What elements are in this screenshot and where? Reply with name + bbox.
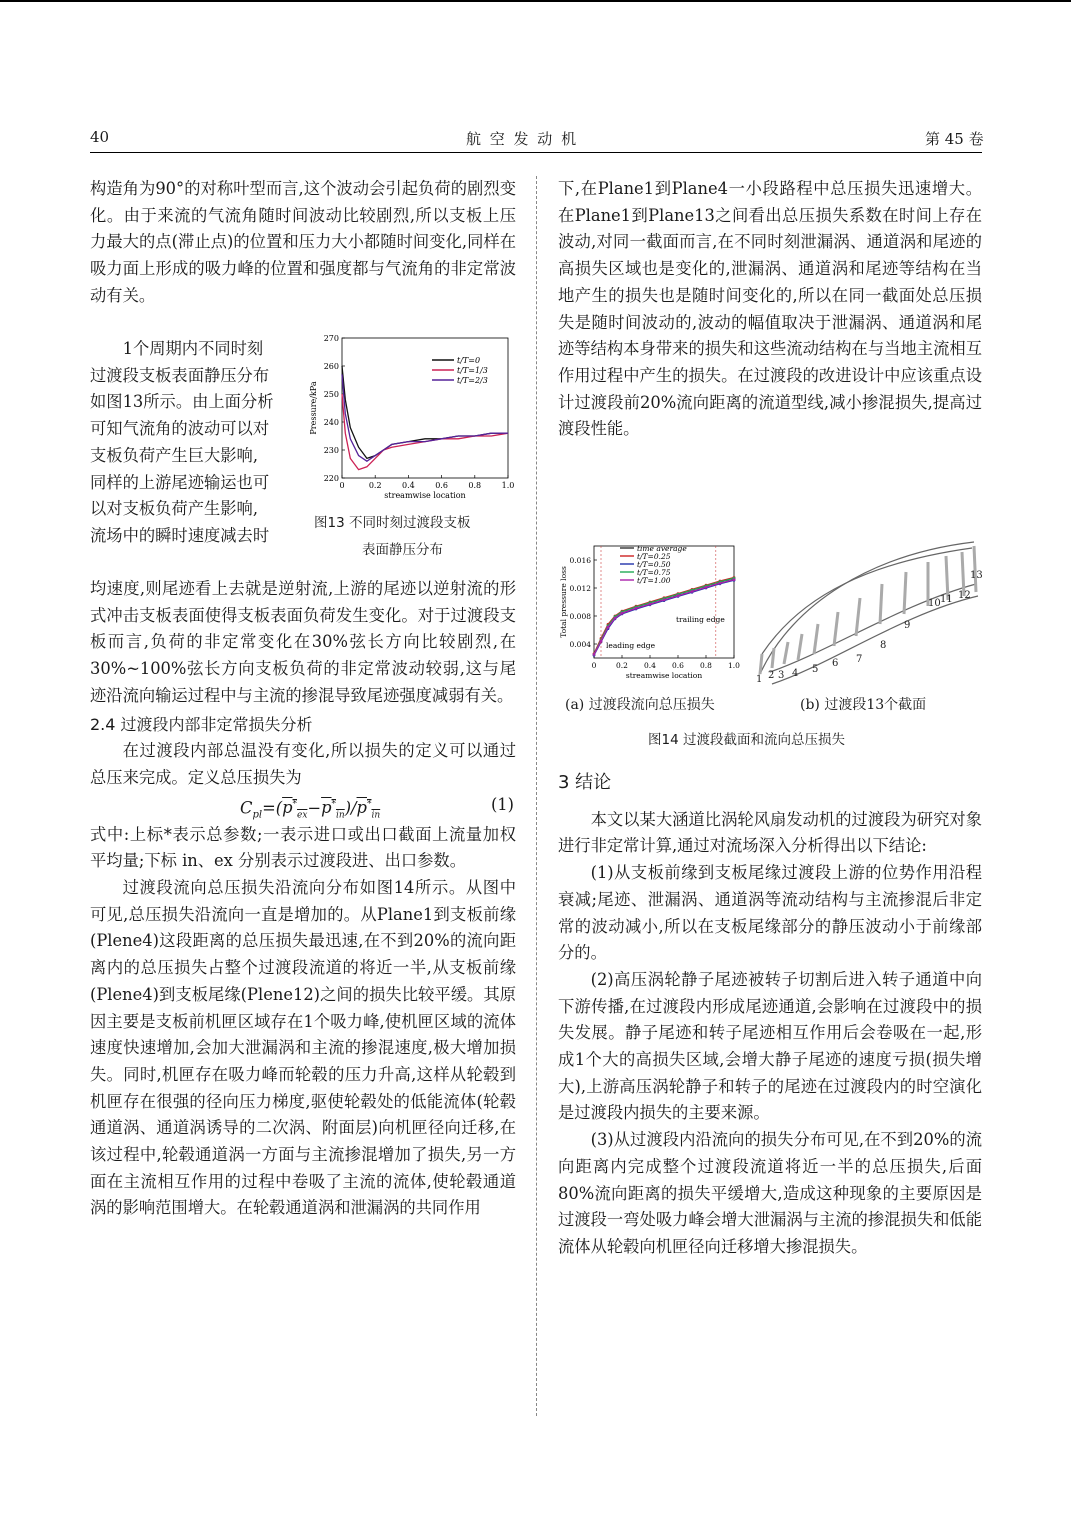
section-label-9: 9: [904, 620, 911, 631]
y-tick-label: 260: [323, 362, 339, 371]
data-point: [719, 582, 722, 585]
section-plane-9: [904, 572, 906, 614]
x-tick-label: 0.6: [435, 481, 448, 490]
x-tick-label: 0.4: [402, 481, 415, 490]
section-label-4: 4: [792, 668, 799, 679]
figure-13-chart: [306, 330, 518, 506]
data-point: [663, 599, 666, 602]
section-plane-2: [772, 648, 774, 668]
x-tick-label: 1.0: [501, 481, 515, 490]
equation-body: $C_{pl}=(p^*_{ex}-p^*_{in})/p^*_{in}$: [240, 798, 381, 821]
section-2-4-heading: 2.4 过渡段内部非定常损失分析: [90, 714, 313, 734]
section-plane-8: [880, 584, 882, 624]
left-column-continued: [90, 576, 516, 1222]
data-point: [635, 607, 638, 610]
section-label-5: 5: [812, 664, 819, 675]
series-line-2: [342, 374, 508, 461]
legend-label: t/T=0.25: [637, 552, 671, 561]
fig14a-subcaption: (a) 过渡段流向总压损失: [565, 697, 715, 713]
y-tick-label: 0.004: [569, 640, 591, 649]
equation-1: [90, 792, 516, 822]
y-axis-label: Pressure/kPa: [309, 381, 318, 435]
section-3-heading: 3 结论: [558, 772, 612, 793]
y-tick-label: 220: [323, 474, 339, 483]
x-tick-label: 0: [591, 661, 597, 670]
x-tick-label: 0.8: [468, 481, 482, 490]
legend-label: t/T=0: [457, 356, 481, 365]
section-label-12: 12: [958, 590, 971, 601]
y-tick-label: 230: [323, 446, 339, 455]
y-tick-label: 250: [323, 390, 339, 399]
section-label-11: 11: [940, 594, 953, 605]
section-label-10: 10: [928, 598, 941, 609]
wrap-line-3: 如图13所示。由上面分析: [90, 392, 274, 412]
left-paragraph-5: 过渡段流向总压损失沿流向分布如图14所示。从图中可见,总压损失沿流向一直是增加的。从Plane1到支板前缘(Plene4)这段距离的总压损失最迅速,在不到20%的流向距离内的总压损失占整个过渡段流道的将近一半,从支板前缘(Plene4)到支板尾缘(Plene12)之间的损失比较平缓。其原因主要是支板前机匣区域存在1个吸力峰,使机匣区域的流体速度快速增加,会加大泄漏涡和主流的掺混速度,极大增加损失。同时,机匣存在吸力峰而轮毂的压力升高,这样从轮毂到机匣存在很强的径向压力梯度,驱使轮毂处的低能流体(轮毂通道涡、通道涡诱导的二次涡、附面层)向机匣径向迁移,在该过程中,轮毂通道涡一方面与主流掺混增加了损失,另一方面在主流相互作用的过程中卷吸了主流的流体,使轮毂通道涡的影响范围增大。在轮毂通道涡和泄漏涡的共同作用: [90, 878, 516, 1218]
annotation-leading-edge: leading edge: [606, 641, 656, 650]
x-tick-label: 0.2: [616, 661, 628, 670]
left-wrap-text: [90, 336, 304, 550]
figure-14a-chart: [556, 540, 746, 686]
top-border: [0, 0, 1071, 2]
section-plane-7: [856, 598, 860, 636]
section-plane-3: [784, 642, 788, 664]
data-point: [733, 578, 736, 581]
wrap-line-5: 支板负荷产生巨大影响,: [90, 445, 258, 465]
section-label-13: 13: [970, 570, 983, 581]
section-planes: [760, 546, 976, 674]
section-label-7: 7: [856, 654, 863, 665]
data-point: [607, 626, 610, 629]
data-point: [705, 586, 708, 589]
section-plane-6: [834, 612, 838, 646]
x-tick-label: 0.2: [368, 481, 382, 490]
wrap-line-4: 可知气流角的波动可以对: [90, 419, 270, 439]
section-label-3: 3: [778, 670, 785, 681]
y-axis-label: Total pressure loss: [559, 566, 568, 638]
data-point: [649, 603, 652, 606]
left-paragraph-4: 式中:上标*表示总参数;一表示进口或出口截面上流量加权平均量;下标 in、ex 分别表示过渡段进、出口参数。: [90, 824, 516, 871]
y-tick-label: 0.008: [569, 612, 591, 621]
data-point: [621, 612, 624, 615]
wrap-line-2: 过渡段支板表面静压分布: [90, 365, 270, 385]
legend-label: t/T=2/3: [457, 376, 488, 385]
right-column-bottom: [558, 770, 982, 1261]
annotation-trailing-edge: trailing edge: [676, 615, 725, 624]
x-tick-label: 0.4: [644, 661, 656, 670]
wrap-line-6: 同样的上游尾迹输运也可: [90, 472, 270, 492]
left-paragraph-3: 在过渡段内部总温没有变化,所以损失的定义可以通过总压来完成。定义总压损失为: [90, 741, 516, 787]
volume-label: 第 45 卷: [925, 130, 984, 148]
data-point: [614, 617, 617, 620]
legend-label: time average: [637, 544, 687, 553]
fig13-caption-line2: 表面静压分布: [362, 542, 443, 558]
section-label-2: 2: [768, 670, 775, 681]
legend-label: t/T=0.50: [637, 560, 671, 569]
legend-label: t/T=1.00: [637, 576, 671, 585]
y-tick-label: 270: [323, 334, 339, 343]
figure-14b-diagram: [752, 524, 984, 688]
x-axis-label: streamwise location: [384, 491, 466, 500]
section-plane-1: [760, 654, 762, 674]
casing-line-outer: [760, 542, 974, 674]
conclusion-intro: 本文以某大涵道比涡轮风扇发动机的过渡段为研究对象进行非定常计算,通过对流场深入分析得出以下结论:: [558, 809, 982, 856]
header-rule: [90, 152, 982, 153]
conclusion-3: (3)从过渡段内沿流向的损失分布可见,在不到20%的流向距离内完成整个过渡段流道将近一半的总压损失,后面80%流向距离的损失平缓增大,造成这种现象的主要原因是过渡段一弯处吸力峰会增大泄漏涡与主流的掺混损失和低能流体从轮毂向机匣径向迁移增大掺混损失。: [558, 1130, 982, 1256]
section-label-1: 1: [756, 674, 763, 685]
legend-label: t/T=1/3: [457, 366, 488, 375]
fig14b-subcaption: (b) 过渡段13个截面: [800, 697, 927, 713]
y-tick-label: 0.012: [569, 584, 591, 593]
section-plane-5: [814, 624, 818, 654]
left-column: [90, 176, 516, 310]
plot-frame: [342, 338, 508, 478]
wrap-line-7: 以对支板负荷产生影响,: [90, 499, 258, 519]
data-point: [593, 653, 596, 656]
conclusion-1: (1)从支板前缘到支板尾缘过渡段上游的位势作用沿程衰减;尾迹、泄漏涡、通道涡等流动结构与主流掺混后非定常的波动减小,所以在支板尾缘部分的静压波动小于前缘部分的。: [558, 863, 982, 963]
right-column-top: [558, 176, 982, 443]
equation-number: (1): [490, 794, 514, 814]
page-number: 40: [90, 128, 110, 146]
section-label-8: 8: [880, 640, 887, 651]
x-tick-label: 0.8: [700, 661, 712, 670]
fig14-caption: 图14 过渡段截面和流向总压损失: [648, 732, 845, 748]
x-axis-label: streamwise location: [625, 671, 703, 680]
y-tick-label: 0.016: [569, 556, 591, 565]
journal-title: 航 空 发 动 机: [466, 130, 579, 148]
x-tick-label: 0.6: [672, 661, 684, 670]
x-tick-label: 0: [339, 481, 345, 490]
left-paragraph-2-rest: 均速度,则尾迹看上去就是逆射流,上游的尾迹以逆射流的形式冲击支板表面使得支板表面负荷发生变化。对于过渡段支板而言,负荷的非定常变化在30%弦长方向比较剧烈,在30%~100%弦长方向支板负荷的非定常波动较弱,这与尾迹沿流向输运过程中与主流的掺混导致尾迹强度减弱有关。: [90, 579, 516, 705]
section-plane-13: [974, 546, 976, 592]
wrap-line-8: 流场中的瞬时速度减去时: [90, 525, 270, 545]
data-point: [691, 590, 694, 593]
legend-label: t/T=0.75: [637, 568, 671, 577]
fig13-caption-line1: 图13 不同时刻过渡段支板: [314, 515, 471, 531]
left-paragraph-1: 构造角为90°的对称叶型而言,这个波动会引起负荷的剧烈变化。由于来流的气流角随时间波动比较剧烈,所以支板上压力最大的点(滞止点)的位置和压力大小都随时间变化,同样在吸力面上形成的吸力峰的位置和强度都与气流角的非定常波动有关。: [90, 179, 516, 305]
section-plane-4: [798, 634, 802, 660]
right-paragraph-1: 下,在Plane1到Plane4一小段路程中总压损失迅速增大。在Plane1到Plane13之间看出总压损失系数在时间上存在波动,对同一截面而言,在不同时刻泄漏涡、通道涡和尾迹的高损失区域也是变化的,泄漏涡、通道涡和尾迹等结构在当地产生的损失也是随时间变化的,所以在同一截面处总压损失是随时间波动的,波动的幅值取决于泄漏涡、通道涡和尾迹等结构本身带来的损失和这些流动结构在与当地主流相互作用过程中产生的损失。在过渡段的改进设计中应该重点设计过渡段前20%流向距离的流道型线,减小掺混损失,提高过渡段性能。: [558, 179, 982, 439]
x-tick-label: 1.0: [728, 661, 740, 670]
y-tick-label: 240: [323, 418, 339, 427]
data-point: [677, 594, 680, 597]
column-divider: [536, 176, 537, 1416]
conclusion-2: (2)高压涡轮静子尾迹被转子切割后进入转子通道中向下游传播,在过渡段内形成尾迹通道,会影响在过渡段中的损失发展。静子尾迹和转子尾迹相互作用后会卷吸在一起,形成1个大的高损失区域,会增大静子尾迹的速度亏损(损失增大),上游高压涡轮静子和转子的尾迹在过渡段内的时空演化是过渡段内损失的主要来源。: [558, 969, 982, 1123]
wrap-line-1: 1个周期内不同时刻: [122, 339, 264, 358]
section-label-6: 6: [832, 658, 839, 669]
